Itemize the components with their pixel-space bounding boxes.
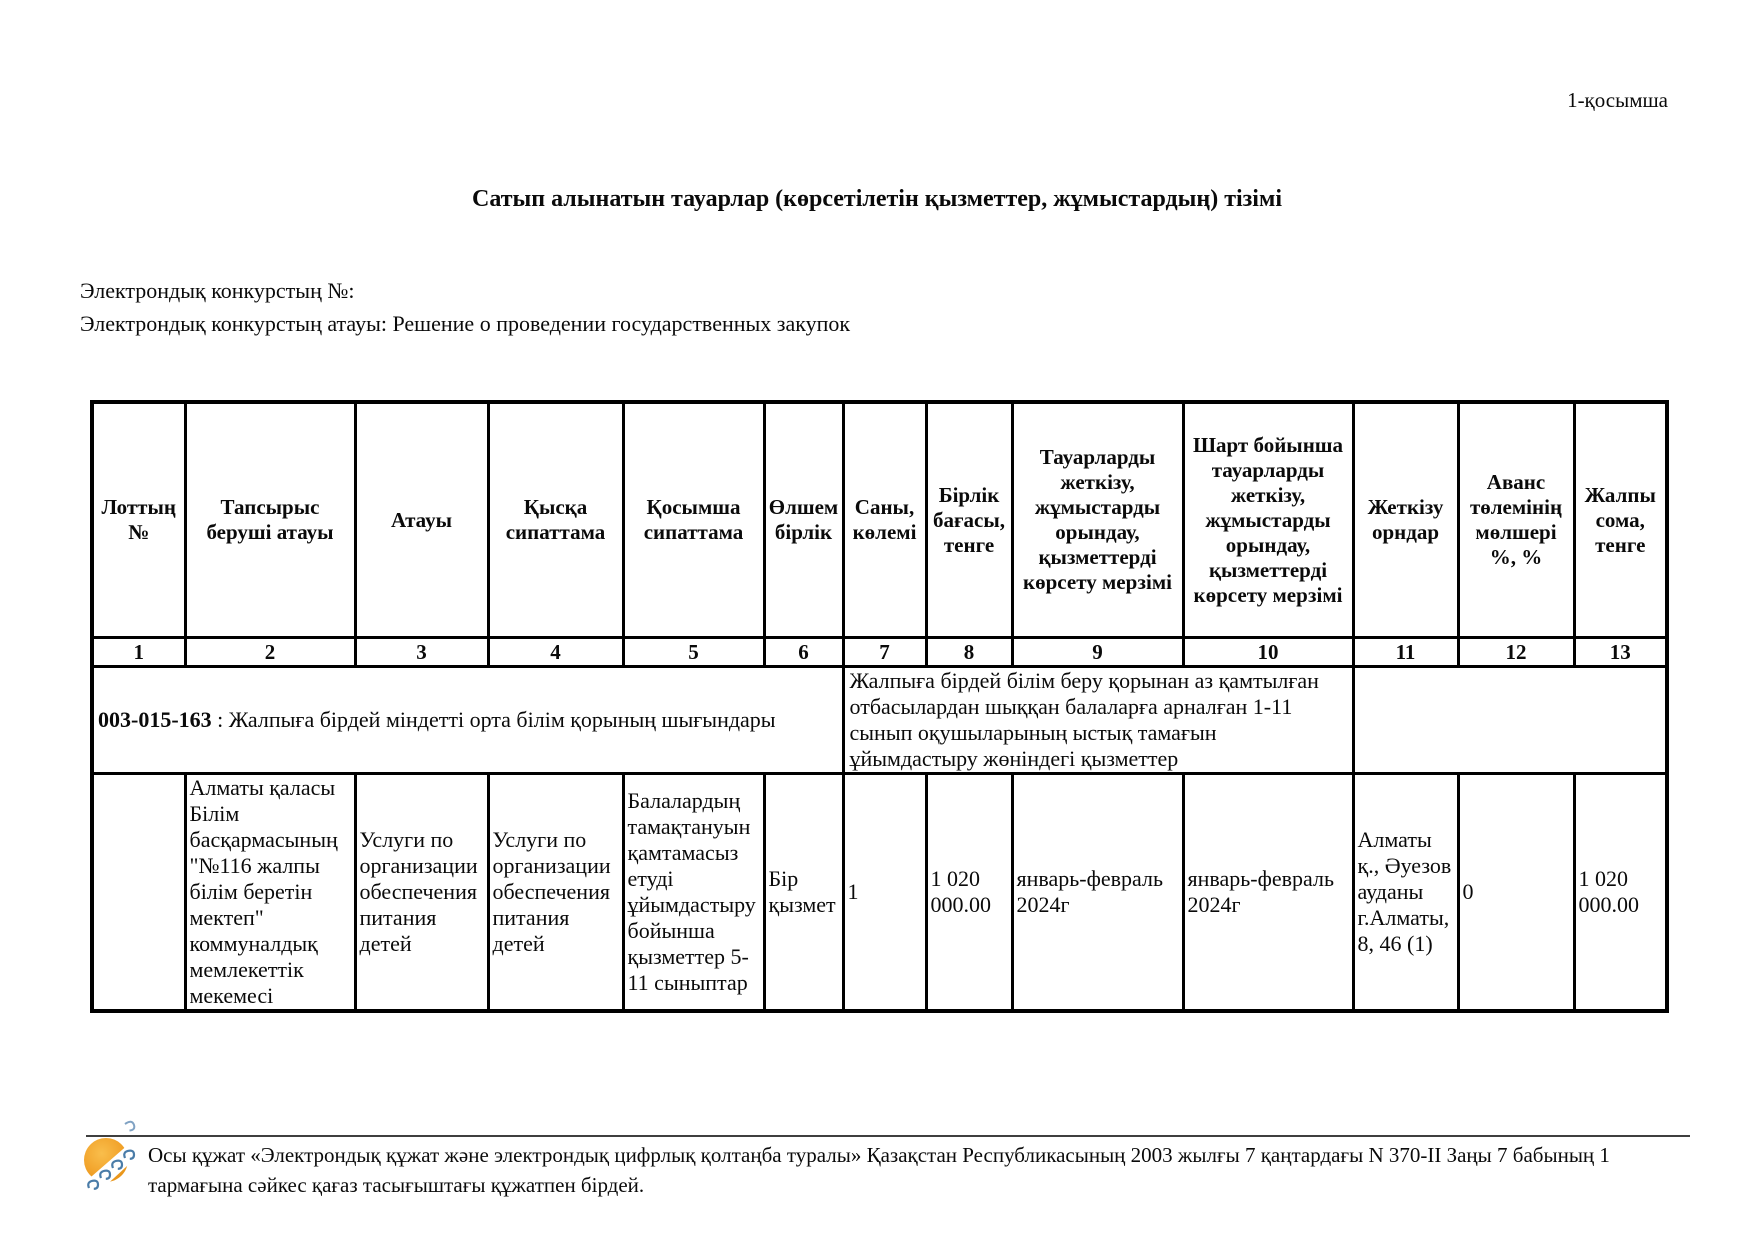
- lot-empty-cell: [1353, 667, 1667, 774]
- contest-number-line: Электрондық конкурстың №:: [80, 278, 355, 303]
- procurement-table-wrap: [90, 400, 1669, 1013]
- row-quantity: 1: [843, 774, 926, 1012]
- row-total-sum: 1 020 000.00: [1574, 774, 1667, 1012]
- column-number: 6: [764, 638, 843, 667]
- egov-seal-logo: [82, 1112, 140, 1194]
- signature-note-line-1: Осы құжат «Электрондық құжат және электрондық цифрлық қолтаңба туралы» Қазақстан Республикасының 2003 жылғы 7 қаңтардағы N 370-II Заңы 7 бабының 1: [148, 1143, 1610, 1167]
- column-number-row: [92, 638, 1667, 667]
- col-header-total-sum: Жалпы сома, тенге: [1574, 402, 1667, 638]
- contest-meta: [80, 274, 850, 340]
- row-unit-price: 1 020 000.00: [926, 774, 1012, 1012]
- footer-divider: [86, 1135, 1690, 1137]
- lot-name: : Жалпыға бірдей міндетті орта білім қорының шығындары: [211, 707, 776, 732]
- column-number: 3: [355, 638, 488, 667]
- column-number: 11: [1353, 638, 1458, 667]
- column-number: 12: [1458, 638, 1574, 667]
- column-number: 5: [623, 638, 764, 667]
- lot-description-cell: Жалпыға бірдей білім беру қорынан аз қамтылған отбасылардан шыққан балаларға арналған 1-11 сынып оқушыларының ыстық тамағын ұйымдастыру жөніндегі қызметтер: [843, 667, 1353, 774]
- row-short-description: Услуги по организации обеспечения питания детей: [488, 774, 623, 1012]
- lot-title-cell: [92, 667, 843, 774]
- col-header-advance-percent: Аванс төлемінің мөлшері %, %: [1458, 402, 1574, 638]
- col-header-quantity: Саны, көлемі: [843, 402, 926, 638]
- col-header-short-description: Қысқа сипаттама: [488, 402, 623, 638]
- column-number: 8: [926, 638, 1012, 667]
- lot-code: 003-015-163: [98, 707, 212, 732]
- page-title: Сатып алынатын тауарлар (көрсетілетін қызметтер, жұмыстардың) тізімі: [472, 186, 1282, 212]
- column-number: 1: [92, 638, 185, 667]
- column-number: 13: [1574, 638, 1667, 667]
- signature-note-line-2: тармағына сәйкес қағаз тасығыштағы құжатпен бірдей.: [148, 1173, 645, 1197]
- col-header-lot-number: Лоттың №: [92, 402, 185, 638]
- signature-note: [148, 1140, 1678, 1200]
- row-unit: Бір қызмет: [764, 774, 843, 1012]
- column-number: 9: [1012, 638, 1183, 667]
- col-header-delivery-place: Жеткізу орндар: [1353, 402, 1458, 638]
- row-delivery-place: Алматы қ., Әуезов ауданы г.Алматы, 8, 46 (1): [1353, 774, 1458, 1012]
- contest-name-line: Электрондық конкурстың атауы: Решение о проведении государственных закупок: [80, 311, 851, 336]
- col-header-unit-price: Бірлік бағасы, тенге: [926, 402, 1012, 638]
- col-header-delivery-period: Тауарларды жеткізу, жұмыстарды орындау, қызметтерді көрсету мерзімі: [1012, 402, 1183, 638]
- row-advance-percent: 0: [1458, 774, 1574, 1012]
- column-number: 4: [488, 638, 623, 667]
- column-number: 10: [1183, 638, 1353, 667]
- row-customer: Алматы қаласы Білім басқармасының "№116 жалпы білім беретін мектеп" коммуналдық мемлекеттік мекемесі: [185, 774, 355, 1012]
- table-header-row: [92, 402, 1667, 638]
- col-header-additional-description: Қосымша сипаттама: [623, 402, 764, 638]
- lot-row: [92, 667, 1667, 774]
- procurement-table: [90, 400, 1669, 1013]
- col-header-name: Атауы: [355, 402, 488, 638]
- col-header-contract-delivery-period: Шарт бойынша тауарларды жеткізу, жұмыстарды орындау, қызметтерді көрсету мерзімі: [1183, 402, 1353, 638]
- column-number: 7: [843, 638, 926, 667]
- row-delivery-period: январь-февраль 2024г: [1012, 774, 1183, 1012]
- col-header-customer: Тапсырыс беруші атауы: [185, 402, 355, 638]
- row-lot-no: [92, 774, 185, 1012]
- column-number: 2: [185, 638, 355, 667]
- lot-item-row: [92, 774, 1667, 1012]
- col-header-unit: Өлшем бірлік: [764, 402, 843, 638]
- row-additional-description: Балалардың тамақтануын қамтамасыз етуді ұйымдастыру бойынша қызметтер 5-11 сыныптар: [623, 774, 764, 1012]
- row-name: Услуги по организации обеспечения питания детей: [355, 774, 488, 1012]
- appendix-label: 1-қосымша: [1567, 88, 1668, 112]
- row-contract-delivery-period: январь-февраль 2024г: [1183, 774, 1353, 1012]
